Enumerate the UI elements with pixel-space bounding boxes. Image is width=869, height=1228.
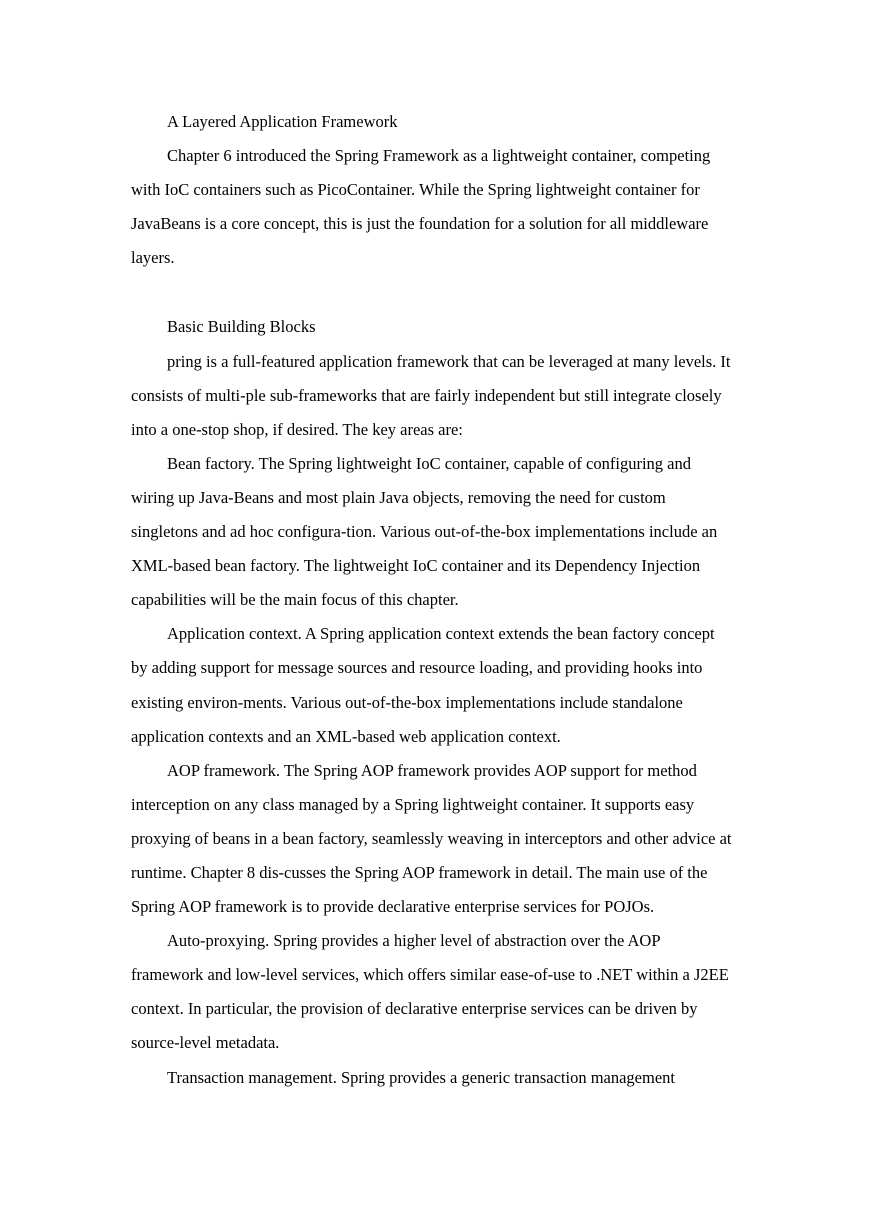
section-heading-building-blocks: Basic Building Blocks [167,317,316,337]
paragraph-bean-factory: Bean factory. The Spring lightweight IoC container, capable of configuring and wiring up Java-Beans and most plain Java objects, removing the need for custom singletons and ad hoc configura-tion. Various out-of-the-box implementations include an XML-based bean factory. The lightweight IoC container and its Dependency Injection capabilities will be the main focus of this chapter. [131,453,718,610]
paragraph-auto-proxying: Auto-proxying. Spring provides a higher level of abstraction over the AOP framework and low-level services, which offers similar ease-of-use to .NET within a J2EE context. In particular, the provision of declarative enterprise services can be driven by source-level metadata. [131,931,729,1053]
document-page [131,105,735,1095]
section-spacer [131,275,735,310]
paragraph-application-context: Application context. A Spring application context extends the bean factory concept by adding support for message sources and resource loading, and providing hooks into existing environ-ments. Various out-of-the-box implementations include standalone application contexts and an XML-based web application context. [131,624,715,746]
section-heading-layered-framework: A Layered Application Framework [167,112,398,131]
paragraph-transaction-management: Transaction management. Spring provides a generic transaction management [167,1067,675,1087]
paragraph-intro: Chapter 6 introduced the Spring Framework as a lightweight container, competing with IoC containers such as PicoContainer. While the Spring lightweight container for JavaBeans is a core concept, this is just the foundation for a solution for all middleware layers. [131,146,711,268]
paragraph-overview: pring is a full-featured application framework that can be leveraged at many levels. It consists of multi-ple sub-frameworks that are fairly independent but still integrate closely into a one-stop shop, if desired. The key areas are: [131,351,731,439]
paragraph-aop-framework: AOP framework. The Spring AOP framework provides AOP support for method interception on any class managed by a Spring lightweight container. It supports easy proxying of beans in a bean factory, seamlessly weaving in interceptors and other advice at runtime. Chapter 8 dis-cusses the Spring AOP framework in detail. The main use of the Spring AOP framework is to provide declarative enterprise services for POJOs. [131,760,732,917]
